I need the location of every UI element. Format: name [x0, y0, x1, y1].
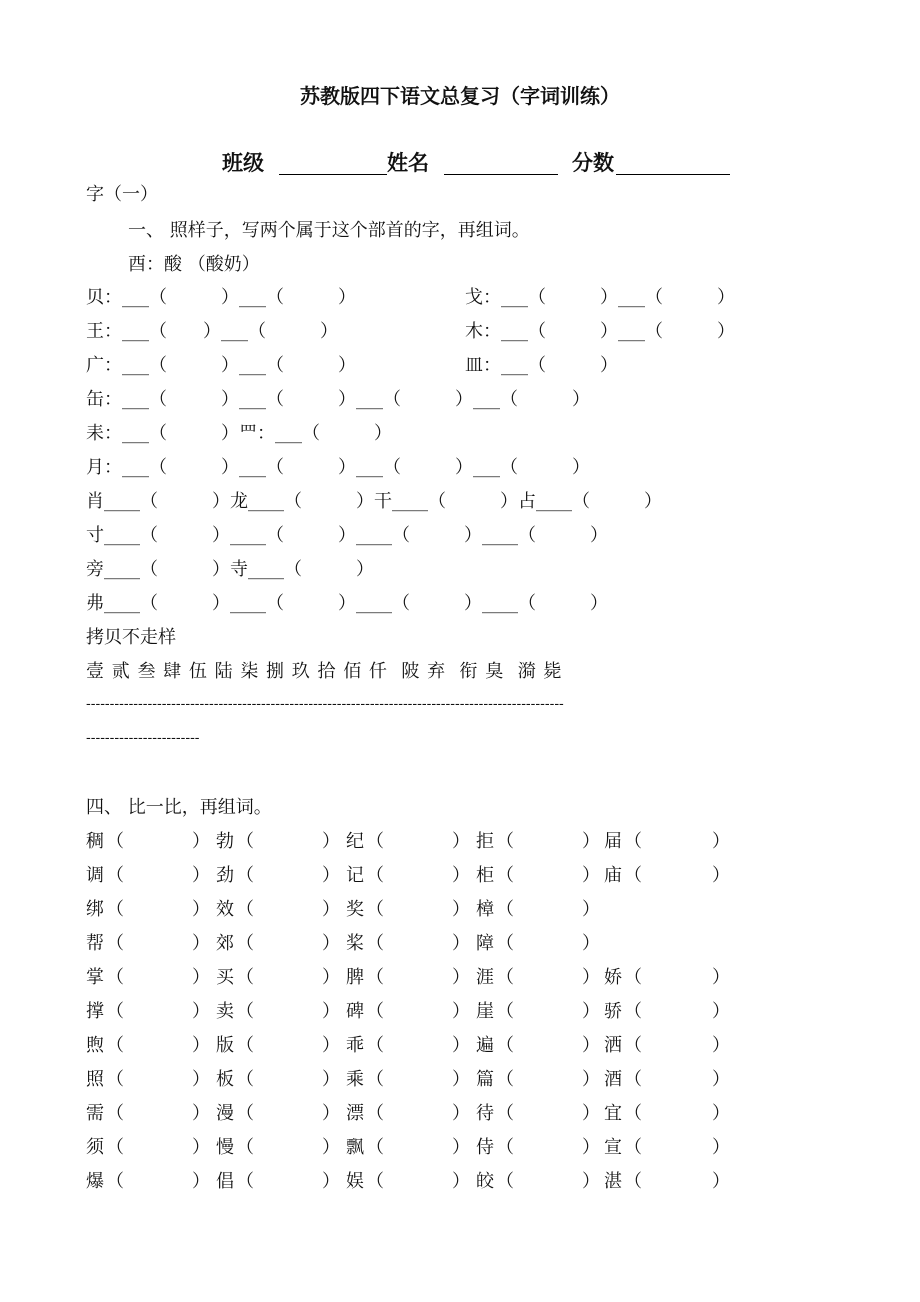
answer-close-paren: ） — [192, 1171, 210, 1192]
answer-close-paren: ） — [192, 1137, 210, 1158]
answer-close-paren: ） — [582, 967, 600, 988]
answer-close-paren: ） — [322, 967, 340, 988]
compare-char: 骄 — [604, 1001, 622, 1022]
compare-char: 障 — [476, 933, 494, 954]
compare-char: 宜 — [604, 1103, 622, 1124]
answer-open-paren[interactable]: （ — [236, 1103, 254, 1124]
score-blank[interactable] — [616, 174, 730, 175]
compare-char: 碑 — [346, 1001, 364, 1022]
page-title: 苏教版四下语文总复习（字词训练） — [300, 84, 620, 108]
class-blank[interactable] — [279, 174, 387, 175]
answer-open-paren[interactable]: （ — [106, 1069, 124, 1090]
radical-row[interactable]: 王：___（ ）___（ ） — [86, 321, 338, 342]
compare-char: 纪 — [346, 831, 364, 852]
answer-close-paren: ） — [192, 967, 210, 988]
answer-open-paren[interactable]: （ — [496, 899, 514, 920]
name-label: 姓名 — [387, 150, 429, 175]
answer-close-paren: ） — [322, 1103, 340, 1124]
answer-close-paren: ） — [582, 831, 600, 852]
answer-close-paren: ） — [582, 899, 600, 920]
section1-example: 酉：酸 （酸奶） — [128, 254, 260, 275]
compare-char: 买 — [216, 967, 234, 988]
compare-char: 崖 — [476, 1001, 494, 1022]
compare-char: 绑 — [86, 899, 104, 920]
answer-close-paren: ） — [582, 933, 600, 954]
compare-char: 涯 — [476, 967, 494, 988]
compare-char: 乖 — [346, 1035, 364, 1056]
answer-close-paren: ） — [582, 1137, 600, 1158]
answer-open-paren[interactable]: （ — [624, 1137, 642, 1158]
answer-close-paren: ） — [192, 1103, 210, 1124]
answer-close-paren: ） — [452, 1103, 470, 1124]
answer-open-paren[interactable]: （ — [236, 967, 254, 988]
answer-open-paren[interactable]: （ — [496, 933, 514, 954]
answer-open-paren[interactable]: （ — [624, 1035, 642, 1056]
answer-open-paren[interactable]: （ — [624, 1001, 642, 1022]
answer-open-paren[interactable]: （ — [366, 1103, 384, 1124]
compare-char: 郊 — [216, 933, 234, 954]
answer-open-paren[interactable]: （ — [106, 1171, 124, 1192]
compare-char: 遍 — [476, 1035, 494, 1056]
answer-open-paren[interactable]: （ — [236, 1137, 254, 1158]
compare-char: 勃 — [216, 831, 234, 852]
compare-char: 撑 — [86, 1001, 104, 1022]
compare-char: 漂 — [346, 1103, 364, 1124]
class-label: 班级 — [222, 150, 264, 175]
answer-close-paren: ） — [322, 865, 340, 886]
answer-close-paren: ） — [322, 1137, 340, 1158]
answer-open-paren[interactable]: （ — [624, 865, 642, 886]
answer-close-paren: ） — [582, 1035, 600, 1056]
answer-open-paren[interactable]: （ — [624, 967, 642, 988]
name-blank[interactable] — [444, 174, 558, 175]
compare-char: 记 — [346, 865, 364, 886]
character-list: 壹 贰 叁 肆 伍 陆 柒 捌 玖 拾 佰 仟 陂 弃 衔 臭 漪 毙 — [86, 661, 563, 682]
compare-char: 脾 — [346, 967, 364, 988]
compare-char: 掌 — [86, 967, 104, 988]
answer-close-paren: ） — [582, 1001, 600, 1022]
compare-char: 宣 — [604, 1137, 622, 1158]
answer-open-paren[interactable]: （ — [106, 1035, 124, 1056]
section1-instruction: 一、 照样子，写两个属于这个部首的字，再组词。 — [128, 220, 530, 241]
answer-close-paren: ） — [322, 831, 340, 852]
compare-char: 侍 — [476, 1137, 494, 1158]
answer-close-paren: ） — [582, 1069, 600, 1090]
answer-close-paren: ） — [322, 1171, 340, 1192]
answer-open-paren[interactable]: （ — [624, 1069, 642, 1090]
answer-open-paren[interactable]: （ — [236, 1069, 254, 1090]
compare-char: 效 — [216, 899, 234, 920]
compare-char: 倡 — [216, 1171, 234, 1192]
dashed-divider: ----------------------------------------------------------------------------------------------------- — [86, 696, 564, 712]
radical-row[interactable]: 寸____（ ）____（ ）____（ ）____（ ） — [86, 525, 608, 546]
answer-close-paren: ） — [322, 933, 340, 954]
compare-char: 慢 — [216, 1137, 234, 1158]
answer-open-paren[interactable]: （ — [366, 899, 384, 920]
compare-char: 爆 — [86, 1171, 104, 1192]
answer-close-paren: ） — [452, 865, 470, 886]
radical-row[interactable]: 月：___（ ）___（ ）___（ ）___（ ） — [86, 457, 590, 478]
compare-char: 樟 — [476, 899, 494, 920]
answer-close-paren: ） — [452, 1001, 470, 1022]
answer-open-paren[interactable]: （ — [236, 1001, 254, 1022]
answer-open-paren[interactable]: （ — [366, 1069, 384, 1090]
answer-close-paren: ） — [582, 1171, 600, 1192]
compare-char: 桨 — [346, 933, 364, 954]
compare-char: 拒 — [476, 831, 494, 852]
answer-close-paren: ） — [322, 1001, 340, 1022]
answer-close-paren: ） — [582, 865, 600, 886]
compare-char: 照 — [86, 1069, 104, 1090]
answer-open-paren[interactable]: （ — [366, 1001, 384, 1022]
answer-open-paren[interactable]: （ — [366, 967, 384, 988]
compare-char: 需 — [86, 1103, 104, 1124]
compare-char: 调 — [86, 865, 104, 886]
answer-open-paren[interactable]: （ — [106, 1137, 124, 1158]
compare-char: 待 — [476, 1103, 494, 1124]
answer-open-paren[interactable]: （ — [496, 1103, 514, 1124]
answer-open-paren[interactable]: （ — [366, 831, 384, 852]
answer-open-paren[interactable]: （ — [106, 1103, 124, 1124]
answer-close-paren: ） — [712, 1137, 730, 1158]
answer-open-paren[interactable]: （ — [236, 1171, 254, 1192]
answer-close-paren: ） — [192, 1001, 210, 1022]
compare-char: 帮 — [86, 933, 104, 954]
compare-char: 酒 — [604, 1069, 622, 1090]
section1-heading: 字（一） — [86, 184, 158, 205]
radical-row[interactable]: 贝：___（ ）___（ ） — [86, 287, 356, 308]
radical-row[interactable]: 戈：___（ ）___（ ） — [465, 287, 735, 308]
answer-close-paren: ） — [452, 831, 470, 852]
radical-row[interactable]: 肖____（ ）龙____（ ）干____（ ）占____（ ） — [86, 491, 662, 512]
answer-close-paren: ） — [712, 967, 730, 988]
compare-char: 劲 — [216, 865, 234, 886]
answer-open-paren[interactable]: （ — [366, 1137, 384, 1158]
compare-char: 乘 — [346, 1069, 364, 1090]
compare-char: 漫 — [216, 1103, 234, 1124]
radical-row[interactable]: 皿：___（ ） — [465, 355, 618, 376]
answer-close-paren: ） — [582, 1103, 600, 1124]
answer-close-paren: ） — [192, 933, 210, 954]
answer-close-paren: ） — [192, 1069, 210, 1090]
compare-char: 飘 — [346, 1137, 364, 1158]
answer-close-paren: ） — [452, 1035, 470, 1056]
answer-open-paren[interactable]: （ — [106, 1001, 124, 1022]
answer-open-paren[interactable]: （ — [624, 1171, 642, 1192]
compare-char: 庙 — [604, 865, 622, 886]
answer-open-paren[interactable]: （ — [496, 1001, 514, 1022]
answer-open-paren[interactable]: （ — [366, 933, 384, 954]
answer-open-paren[interactable]: （ — [496, 1069, 514, 1090]
answer-close-paren: ） — [452, 1171, 470, 1192]
answer-open-paren[interactable]: （ — [106, 865, 124, 886]
answer-close-paren: ） — [712, 1001, 730, 1022]
answer-open-paren[interactable]: （ — [236, 865, 254, 886]
answer-open-paren[interactable]: （ — [236, 899, 254, 920]
radical-row[interactable]: 旁____（ ）寺____（ ） — [86, 559, 374, 580]
answer-close-paren: ） — [192, 865, 210, 886]
compare-char: 柜 — [476, 865, 494, 886]
answer-open-paren[interactable]: （ — [106, 899, 124, 920]
compare-char: 娇 — [604, 967, 622, 988]
answer-open-paren[interactable]: （ — [106, 933, 124, 954]
section4-heading: 四、 比一比，再组词。 — [86, 797, 272, 818]
answer-close-paren: ） — [322, 1069, 340, 1090]
answer-close-paren: ） — [322, 899, 340, 920]
answer-open-paren[interactable]: （ — [624, 831, 642, 852]
answer-open-paren[interactable]: （ — [106, 967, 124, 988]
compare-char: 湛 — [604, 1171, 622, 1192]
answer-close-paren: ） — [712, 1035, 730, 1056]
answer-open-paren[interactable]: （ — [366, 1035, 384, 1056]
answer-open-paren[interactable]: （ — [496, 831, 514, 852]
answer-open-paren[interactable]: （ — [106, 831, 124, 852]
compare-char: 洒 — [604, 1035, 622, 1056]
answer-close-paren: ） — [452, 1069, 470, 1090]
radical-row[interactable]: 木：___（ ）___（ ） — [465, 321, 735, 342]
compare-char: 奖 — [346, 899, 364, 920]
answer-open-paren[interactable]: （ — [624, 1103, 642, 1124]
radical-row[interactable]: 广：___（ ）___（ ） — [86, 355, 356, 376]
answer-open-paren[interactable]: （ — [236, 1035, 254, 1056]
answer-open-paren[interactable]: （ — [236, 831, 254, 852]
answer-close-paren: ） — [452, 933, 470, 954]
compare-char: 皎 — [476, 1171, 494, 1192]
answer-open-paren[interactable]: （ — [496, 1137, 514, 1158]
compare-char: 届 — [604, 831, 622, 852]
compare-char: 板 — [216, 1069, 234, 1090]
answer-close-paren: ） — [452, 967, 470, 988]
radical-row[interactable]: 弗____（ ）____（ ）____（ ）____（ ） — [86, 593, 608, 614]
proverb-heading: 拷贝不走样 — [86, 627, 176, 648]
dashed-divider: ------------------------ — [86, 730, 200, 746]
compare-char: 娱 — [346, 1171, 364, 1192]
answer-open-paren[interactable]: （ — [496, 1171, 514, 1192]
compare-char: 须 — [86, 1137, 104, 1158]
answer-close-paren: ） — [192, 831, 210, 852]
compare-char: 卖 — [216, 1001, 234, 1022]
answer-close-paren: ） — [322, 1035, 340, 1056]
answer-close-paren: ） — [712, 1103, 730, 1124]
answer-close-paren: ） — [192, 899, 210, 920]
compare-char: 版 — [216, 1035, 234, 1056]
compare-char: 篇 — [476, 1069, 494, 1090]
compare-char: 稠 — [86, 831, 104, 852]
answer-close-paren: ） — [452, 1137, 470, 1158]
answer-close-paren: ） — [712, 865, 730, 886]
answer-close-paren: ） — [712, 1069, 730, 1090]
radical-row[interactable]: 耒：___（ ）罒：___（ ） — [86, 423, 392, 444]
answer-open-paren[interactable]: （ — [366, 1171, 384, 1192]
answer-open-paren[interactable]: （ — [366, 865, 384, 886]
answer-close-paren: ） — [712, 831, 730, 852]
radical-row[interactable]: 缶：___（ ）___（ ）___（ ）___（ ） — [86, 389, 590, 410]
compare-char: 煦 — [86, 1035, 104, 1056]
answer-open-paren[interactable]: （ — [236, 933, 254, 954]
answer-close-paren: ） — [192, 1035, 210, 1056]
answer-open-paren[interactable]: （ — [496, 865, 514, 886]
answer-open-paren[interactable]: （ — [496, 967, 514, 988]
answer-open-paren[interactable]: （ — [496, 1035, 514, 1056]
answer-close-paren: ） — [452, 899, 470, 920]
score-label: 分数 — [572, 150, 614, 175]
answer-close-paren: ） — [712, 1171, 730, 1192]
